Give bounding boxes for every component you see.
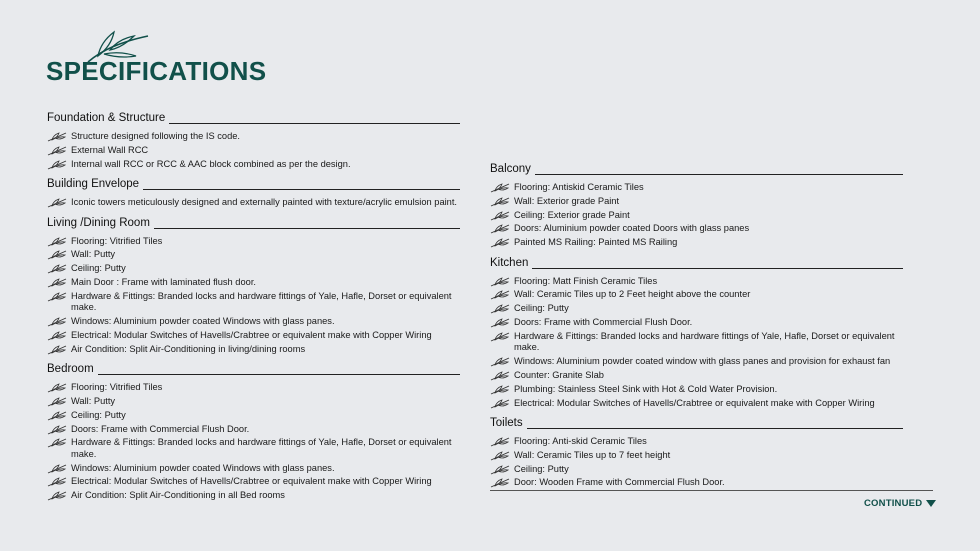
leaf-bullet-icon <box>47 198 67 208</box>
section-rule <box>143 189 460 190</box>
list-item <box>490 303 903 315</box>
list-item <box>490 384 903 396</box>
leaf-bullet-icon <box>47 438 67 448</box>
leaf-bullet-icon <box>490 478 510 488</box>
list-item <box>47 396 460 408</box>
list-item-text: Hardware & Fittings: Branded locks and hardware fittings of Yale, Hafle, Dorset or equivalent make. <box>71 437 452 459</box>
leaf-bullet-icon <box>47 278 67 288</box>
list-item-text: Flooring: Antiskid Ceramic Tiles <box>514 182 644 192</box>
spec-section <box>47 109 460 170</box>
list-item-text: Internal wall RCC or RCC & AAC block combined as per the design. <box>71 158 351 169</box>
list-item-text: Electrical: Modular Switches of Havells/Crabtree or equivalent make with Copper Wiring <box>71 329 432 340</box>
list-item-text: Windows: Aluminium powder coated window with glass panes and provision for exhaust fan <box>514 356 891 367</box>
list-item <box>490 331 903 354</box>
list-item-text: Structure designed following the IS code. <box>71 131 240 141</box>
leaf-bullet-icon <box>47 146 67 156</box>
spec-section <box>490 254 903 409</box>
list-item-text: Ceiling: Putty <box>514 463 569 474</box>
leaf-bullet-icon <box>490 357 510 367</box>
leaf-bullet-icon <box>490 197 510 207</box>
list-item <box>490 196 903 208</box>
leaf-bullet-icon <box>47 250 67 260</box>
list-item <box>47 263 460 275</box>
list-item <box>490 436 903 448</box>
leaf-bullet-icon <box>47 477 67 487</box>
section-rule <box>535 174 903 175</box>
list-item <box>47 476 460 488</box>
spec-list <box>490 436 903 489</box>
list-item-text: Wall: Ceramic Tiles up to 2 Feet height above the counter <box>514 289 751 300</box>
leaf-bullet-icon <box>490 318 510 328</box>
list-item <box>47 316 460 328</box>
leaf-bullet-icon <box>490 399 510 409</box>
leaf-bullet-icon <box>47 491 67 501</box>
section-rule <box>169 123 460 124</box>
list-item <box>490 182 903 194</box>
list-item <box>47 490 460 502</box>
list-item-text: Electrical: Modular Switches of Havells/Crabtree or equivalent make with Copper Wiring <box>71 476 432 487</box>
leaf-bullet-icon <box>47 464 67 474</box>
continued-divider <box>490 490 933 491</box>
list-item-text: Main Door : Frame with laminated flush door. <box>71 276 256 287</box>
leaf-bullet-icon <box>47 383 67 393</box>
section-rule <box>527 428 903 429</box>
section-title: Toilets <box>490 417 523 430</box>
list-item <box>47 382 460 394</box>
list-item-text: Plumbing: Stainless Steel Sink with Hot & Cold Water Provision. <box>514 383 778 394</box>
leaf-bullet-icon <box>490 465 510 475</box>
leaf-bullet-icon <box>490 385 510 395</box>
list-item <box>47 277 460 289</box>
spec-section <box>490 160 903 249</box>
section-title: Bedroom <box>47 363 94 376</box>
list-item <box>490 317 903 329</box>
leaf-bullet-icon <box>490 183 510 193</box>
list-item-text: Ceiling: Exterior grade Paint <box>514 209 630 220</box>
list-item <box>47 291 460 314</box>
list-item-text: Flooring: Vitrified Tiles <box>71 235 163 246</box>
list-item-text: Ceiling: Putty <box>71 409 126 420</box>
leaf-bullet-icon <box>490 277 510 287</box>
list-item-text: Flooring: Anti-skid Ceramic Tiles <box>514 436 647 447</box>
section-rule <box>532 268 903 269</box>
list-item-text: Air Condition: Split Air-Conditioning in all Bed rooms <box>71 490 285 501</box>
list-item <box>47 249 460 261</box>
section-rule <box>154 228 460 229</box>
leaf-bullet-icon <box>47 397 67 407</box>
list-item-text: Hardware & Fittings: Branded locks and hardware fittings of Yale, Hafle, Dorset or equivalent make. <box>514 330 895 353</box>
leaf-bullet-icon <box>490 332 510 342</box>
leaf-bullet-icon <box>47 411 67 421</box>
section-header <box>490 160 903 176</box>
continued-label: CONTINUED <box>864 498 923 509</box>
list-item-text: Windows: Aluminium powder coated Windows with glass panes. <box>71 462 335 473</box>
spec-list <box>47 131 460 170</box>
spec-section <box>490 414 903 489</box>
list-item <box>47 344 460 356</box>
list-item-text: Wall: Exterior grade Paint <box>514 195 620 206</box>
leaf-bullet-icon <box>47 317 67 327</box>
leaf-bullet-icon <box>490 238 510 248</box>
list-item <box>47 330 460 342</box>
section-header <box>47 109 460 125</box>
list-item <box>47 424 460 436</box>
list-item-text: Hardware & Fittings: Branded locks and hardware fittings of Yale, Hafle, Dorset or equivalent make. <box>71 290 452 313</box>
spec-list <box>47 382 460 502</box>
spec-section <box>47 360 460 502</box>
leaf-bullet-icon <box>47 425 67 435</box>
leaf-bullet-icon <box>490 371 510 381</box>
list-item <box>47 236 460 248</box>
spec-list <box>490 276 903 409</box>
list-item <box>490 370 903 382</box>
section-header <box>490 414 903 430</box>
spec-list <box>47 197 460 209</box>
left-column <box>47 109 460 507</box>
list-item-text: Electrical: Modular Switches of Havells/Crabtree or equivalent make with Copper Wiring <box>514 397 875 408</box>
spec-section <box>47 214 460 356</box>
section-rule <box>98 374 460 375</box>
list-item-text: Ceiling: Putty <box>514 303 569 314</box>
list-item-text: Flooring: Vitrified Tiles <box>71 382 163 393</box>
leaf-bullet-icon <box>47 345 67 355</box>
leaf-bullet-icon <box>490 290 510 300</box>
section-header <box>47 175 460 191</box>
list-item <box>490 237 903 249</box>
section-title: Kitchen <box>490 256 529 269</box>
spec-section <box>47 175 460 209</box>
section-header <box>47 214 460 230</box>
list-item <box>47 197 460 209</box>
list-item-text: Doors: Frame with Commercial Flush Door. <box>71 423 250 434</box>
list-item-text: Wall: Ceramic Tiles up to 7 feet height <box>514 449 671 460</box>
leaf-bullet-icon <box>490 437 510 447</box>
leaf-bullet-icon <box>490 451 510 461</box>
leaf-bullet-icon <box>47 160 67 170</box>
list-item-text: External Wall RCC <box>71 144 149 155</box>
section-title: Living /Dining Room <box>47 216 150 229</box>
list-item-text: Doors: Aluminium powder coated Doors with glass panes <box>514 223 750 234</box>
section-header <box>47 360 460 376</box>
list-item <box>490 356 903 368</box>
list-item <box>490 450 903 462</box>
list-item-text: Doors: Frame with Commercial Flush Door. <box>514 317 693 328</box>
section-title: Balcony <box>490 163 531 175</box>
leaf-bullet-icon <box>490 211 510 221</box>
list-item <box>490 464 903 476</box>
list-item <box>47 463 460 475</box>
list-item <box>490 276 903 288</box>
list-item-text: Door: Wooden Frame with Commercial Flush Door. <box>514 477 725 488</box>
list-item <box>490 398 903 410</box>
page-title: SPECIFICATIONS <box>46 56 267 86</box>
section-title: Building Envelope <box>47 178 140 191</box>
leaf-bullet-icon <box>47 132 67 142</box>
list-item-text: Windows: Aluminium powder coated Windows with glass panes. <box>71 316 335 327</box>
list-item <box>490 477 903 489</box>
leaf-bullet-icon <box>47 331 67 341</box>
list-item <box>490 223 903 235</box>
list-item <box>47 131 460 143</box>
list-item-text: Painted MS Railing: Painted MS Railing <box>514 237 678 248</box>
leaf-bullet-icon <box>490 304 510 314</box>
section-header <box>490 254 903 270</box>
list-item-text: Air Condition: Split Air-Conditioning in living/dining rooms <box>71 343 306 354</box>
list-item-text: Ceiling: Putty <box>71 263 126 274</box>
list-item <box>47 410 460 422</box>
spec-list <box>47 236 460 356</box>
right-column <box>490 160 903 494</box>
continued-link[interactable] <box>864 498 936 509</box>
leaf-bullet-icon <box>47 237 67 247</box>
leaf-bullet-icon <box>47 264 67 274</box>
leaf-bullet-icon <box>47 292 67 302</box>
list-item-text: Counter: Granite Slab <box>514 369 604 380</box>
section-title: Foundation & Structure <box>47 112 166 124</box>
list-item-text: Wall: Putty <box>71 395 116 406</box>
triangle-down-icon <box>926 500 936 507</box>
list-item <box>490 289 903 301</box>
list-item <box>47 159 460 171</box>
list-item-text: Flooring: Matt Finish Ceramic Tiles <box>514 275 658 286</box>
list-item-text: Iconic towers meticulously designed and externally painted with texture/acrylic emulsion paint. <box>71 197 458 208</box>
spec-list <box>490 182 903 249</box>
leaf-bullet-icon <box>490 224 510 234</box>
list-item <box>490 210 903 222</box>
list-item-text: Wall: Putty <box>71 249 116 260</box>
list-item <box>47 437 460 460</box>
list-item <box>47 145 460 157</box>
